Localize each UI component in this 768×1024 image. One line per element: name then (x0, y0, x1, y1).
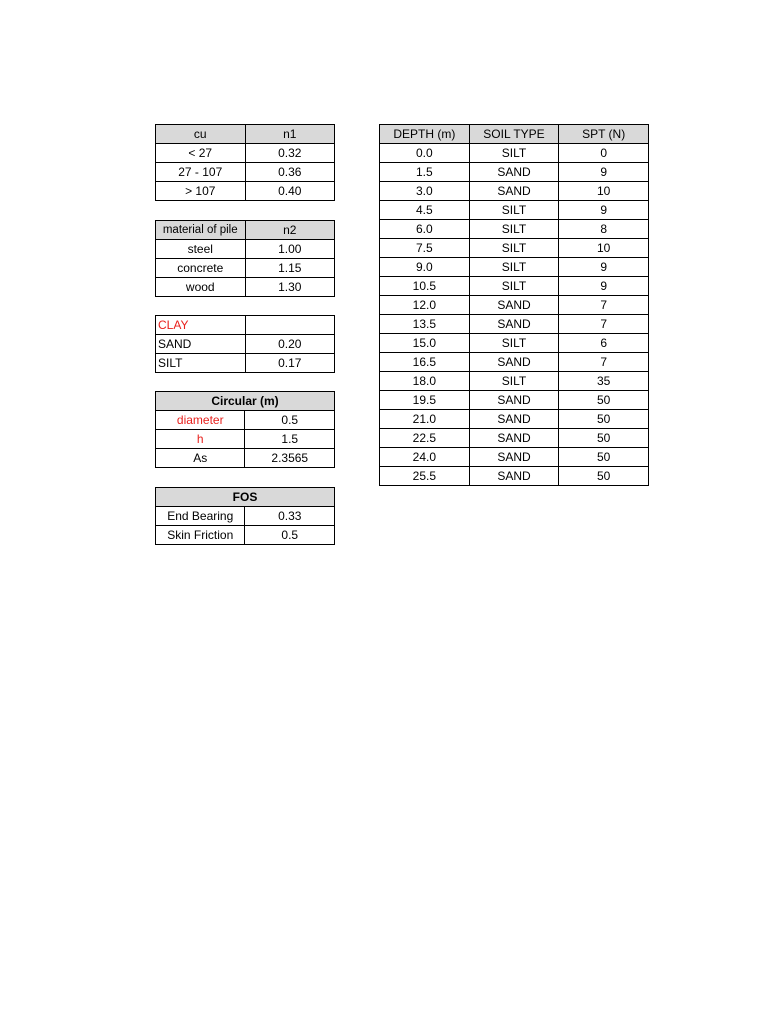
table-cell[interactable]: 1.30 (245, 278, 335, 297)
table-row (156, 316, 335, 335)
table-cell[interactable]: 24.0 (380, 448, 470, 467)
table-cell[interactable]: 7.5 (380, 239, 470, 258)
table-cell[interactable]: SAND (156, 335, 246, 354)
table-row (380, 163, 649, 182)
table-row (156, 507, 335, 526)
table-row (156, 411, 335, 430)
column-header-spt: SPT (N) (559, 125, 649, 144)
table-cell[interactable]: SAND (469, 163, 559, 182)
table-cell[interactable]: 6 (559, 334, 649, 353)
circular-table (155, 391, 335, 468)
table-cell[interactable]: Skin Friction (156, 526, 245, 545)
table-cell[interactable]: 1.00 (245, 240, 335, 259)
table-cell[interactable] (245, 316, 335, 335)
table-cell[interactable]: 0.32 (245, 144, 335, 163)
table-cell[interactable]: 15.0 (380, 334, 470, 353)
table-cell[interactable]: SAND (469, 296, 559, 315)
table-row (380, 258, 649, 277)
table-cell[interactable]: > 107 (156, 182, 246, 201)
fos-table (155, 487, 335, 545)
table-cell[interactable]: 0.40 (245, 182, 335, 201)
table-row (380, 277, 649, 296)
table-cell[interactable]: SAND (469, 315, 559, 334)
table-row (380, 315, 649, 334)
table-cell[interactable]: 6.0 (380, 220, 470, 239)
table-cell[interactable]: SILT (469, 372, 559, 391)
table-cell[interactable]: 7 (559, 315, 649, 334)
table-cell[interactable]: 10.5 (380, 277, 470, 296)
table-row (380, 410, 649, 429)
table-cell[interactable]: SAND (469, 182, 559, 201)
table-row (156, 240, 335, 259)
header-row (156, 392, 335, 411)
table-row (380, 448, 649, 467)
spt-table (379, 124, 649, 486)
table-cell[interactable]: 9 (559, 277, 649, 296)
table-cell[interactable]: 7 (559, 296, 649, 315)
table-cell[interactable]: SILT (469, 334, 559, 353)
table-row (380, 296, 649, 315)
table-cell[interactable]: 0.20 (245, 335, 335, 354)
table-row (380, 144, 649, 163)
table-cell[interactable]: 50 (559, 410, 649, 429)
table-cell[interactable]: 50 (559, 467, 649, 486)
table-cell[interactable]: 50 (559, 448, 649, 467)
table-cell[interactable]: 1.15 (245, 259, 335, 278)
table-row (156, 144, 335, 163)
column-header-soil-type: SOIL TYPE (469, 125, 559, 144)
table-cell[interactable]: steel (156, 240, 246, 259)
table-row (156, 449, 335, 468)
table-cell[interactable]: 35 (559, 372, 649, 391)
table-row (380, 182, 649, 201)
header-row (156, 488, 335, 507)
table-row (156, 163, 335, 182)
table-cell[interactable]: SILT (469, 277, 559, 296)
fos-title: FOS (156, 488, 335, 507)
table-cell[interactable]: 21.0 (380, 410, 470, 429)
table-cell[interactable]: CLAY (156, 316, 246, 335)
table-cell[interactable]: SAND (469, 467, 559, 486)
table-cell[interactable]: 13.5 (380, 315, 470, 334)
table-cell[interactable]: 0.33 (245, 507, 335, 526)
table-cell[interactable]: 22.5 (380, 429, 470, 448)
table-row (156, 278, 335, 297)
circular-title: Circular (m) (156, 392, 335, 411)
table-row (156, 259, 335, 278)
table-row (156, 354, 335, 373)
table-row (380, 429, 649, 448)
header-row (156, 221, 335, 240)
table-cell[interactable]: 8 (559, 220, 649, 239)
table-cell[interactable]: 50 (559, 391, 649, 410)
table-cell[interactable]: SAND (469, 353, 559, 372)
table-cell[interactable]: 9 (559, 258, 649, 277)
table-cell[interactable]: SILT (469, 144, 559, 163)
table-row (380, 220, 649, 239)
pile-material-table (155, 220, 335, 297)
table-cell[interactable]: 0 (559, 144, 649, 163)
table-cell[interactable]: SAND (469, 410, 559, 429)
table-cell[interactable]: SILT (469, 239, 559, 258)
table-cell[interactable]: SAND (469, 391, 559, 410)
table-row (380, 467, 649, 486)
header-row (380, 125, 649, 144)
column-header-n2: n2 (245, 221, 335, 240)
table-cell[interactable]: 9 (559, 201, 649, 220)
table-row (156, 526, 335, 545)
table-row (380, 201, 649, 220)
table-row (380, 372, 649, 391)
table-cell[interactable]: 10 (559, 182, 649, 201)
table-cell[interactable]: 0.36 (245, 163, 335, 182)
table-cell[interactable]: concrete (156, 259, 246, 278)
table-cell[interactable]: SILT (156, 354, 246, 373)
table-row (380, 391, 649, 410)
column-header-material: material of pile (156, 221, 246, 240)
table-cell[interactable]: < 27 (156, 144, 246, 163)
table-row (380, 334, 649, 353)
cu-n1-table (155, 124, 335, 201)
table-cell[interactable]: 16.5 (380, 353, 470, 372)
table-cell[interactable]: 18.0 (380, 372, 470, 391)
table-cell[interactable]: 7 (559, 353, 649, 372)
table-cell[interactable]: 25.5 (380, 467, 470, 486)
table-cell[interactable]: 0.5 (245, 526, 335, 545)
table-cell[interactable]: 50 (559, 429, 649, 448)
table-row (156, 182, 335, 201)
table-cell[interactable]: wood (156, 278, 246, 297)
table-row (380, 353, 649, 372)
table-cell[interactable]: SILT (469, 258, 559, 277)
column-header-n1: n1 (245, 125, 335, 144)
table-cell[interactable]: SILT (469, 220, 559, 239)
table-cell[interactable]: 2.3565 (245, 449, 335, 468)
table-cell[interactable]: 27 - 107 (156, 163, 246, 182)
table-cell[interactable]: 0.5 (245, 411, 335, 430)
table-cell[interactable]: 10 (559, 239, 649, 258)
table-cell[interactable]: diameter (156, 411, 245, 430)
table-cell[interactable]: 12.0 (380, 296, 470, 315)
spt-table-body (380, 144, 649, 486)
table-cell[interactable]: 9 (559, 163, 649, 182)
table-cell[interactable]: 1.5 (245, 430, 335, 449)
table-row (380, 239, 649, 258)
header-row (156, 125, 335, 144)
table-cell[interactable]: End Bearing (156, 507, 245, 526)
soil-type-n-table (155, 315, 335, 373)
table-cell[interactable]: 3.0 (380, 182, 470, 201)
column-header-depth: DEPTH (m) (380, 125, 470, 144)
table-cell[interactable]: 4.5 (380, 201, 470, 220)
table-cell[interactable]: 9.0 (380, 258, 470, 277)
column-header-cu: cu (156, 125, 246, 144)
table-cell[interactable]: 1.5 (380, 163, 470, 182)
table-cell[interactable]: SAND (469, 429, 559, 448)
table-cell[interactable]: SAND (469, 448, 559, 467)
table-cell[interactable]: h (156, 430, 245, 449)
table-row (156, 335, 335, 354)
table-cell[interactable]: 0.0 (380, 144, 470, 163)
table-cell[interactable]: 0.17 (245, 354, 335, 373)
table-cell[interactable]: 19.5 (380, 391, 470, 410)
table-cell[interactable]: SILT (469, 201, 559, 220)
table-cell[interactable]: As (156, 449, 245, 468)
table-row (156, 430, 335, 449)
